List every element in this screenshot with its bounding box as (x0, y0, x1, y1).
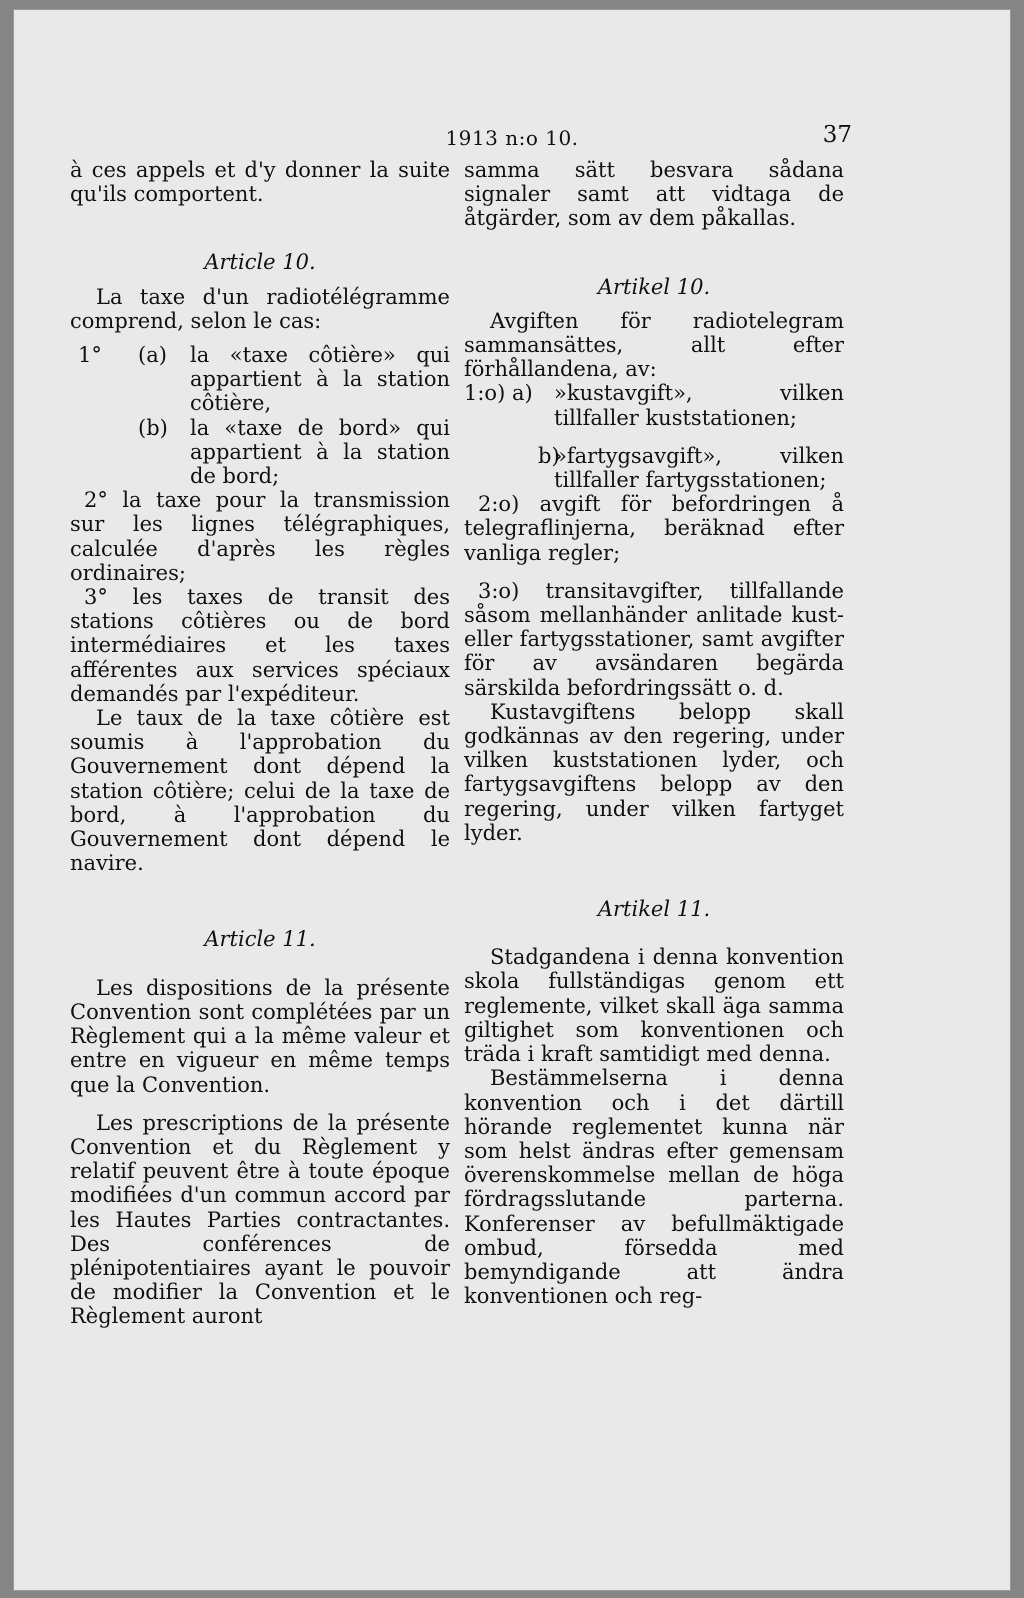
french-item-1b-sub: (b) (138, 415, 168, 440)
french-item-2: 2° la taxe pour la transmission sur les lignes télégraphiques, calculée d'après les règles ordinaires; (70, 488, 450, 585)
french-article-10-para-2: Le taux de la taxe côtière est soumis à l'approbation du Gouvernement dont dépend la station côtière; celui de la taxe de bord, à l'approbation du Gouvernement dont dépend le navire. (70, 706, 450, 876)
swedish-article-11-para-2: Bestämmelserna i denna konvention och i det därtill hörande reglementet kunna när som helst ändras efter gemensam överenskommelse mellan de höga fördragsslutande parterna. Konferenser av befullmäktigade ombud, försedda med bemyndigande att ändra konventionen och reg- (464, 1066, 844, 1309)
swedish-item-1a-text: »kustavgift», vilken tillfaller kuststationen; (554, 381, 844, 430)
french-article-10-intro: La taxe d'un radiotélégramme comprend, selon le cas: (70, 284, 450, 333)
swedish-article-10-para-2: Kustavgiftens belopp skall godkännas av den regering, under vilken kuststationen lyder, och fartygsavgiftens belopp av den regering, under vilken fartyget lyder. (464, 699, 844, 845)
swedish-item-1b-sub: b) (538, 443, 560, 468)
running-title: 1913 n:o 10. (445, 126, 579, 150)
swedish-article-11-heading: Artikel 11. (597, 897, 711, 922)
swedish-article-10-heading: Artikel 10. (597, 274, 711, 299)
swedish-item-3: 3:o) transitavgifter, tillfallande såsom mellanhänder anlitade kust- eller fartygsstationer, samt avgifter för av avsändaren begärda särskilda befordringssätt o. d. (464, 578, 844, 700)
french-article-11-heading: Article 11. (204, 927, 316, 952)
french-item-1a-sub: (a) (138, 343, 167, 368)
french-item-1b-text: la «taxe de bord» qui appartient à la station de bord; (190, 415, 450, 489)
french-continuation: à ces appels et d'y donner la suite qu'ils comportent. (70, 158, 450, 207)
swedish-article-11-para-1: Stadgandena i denna konvention skola fullständigas genom ett reglemente, vilket skall äga samma giltighet som konventionen och träda i kraft samtidigt med denna. (464, 945, 844, 1067)
swedish-item-1-label: 1:o) a) (464, 381, 533, 406)
french-article-11-para-1: Les dispositions de la présente Convention sont complétées par un Règlement qui a la même valeur et entre en vigueur en même temps que la Convention. (70, 975, 450, 1097)
swedish-item-1b-text: »fartygsavgift», vilken tillfaller fartygsstationen; (554, 443, 844, 493)
page-number: 37 (822, 122, 852, 148)
swedish-item-1b (464, 444, 844, 492)
swedish-item-2: 2:o) avgift för befordringen å telegraflinjerna, beräknad efter vanliga regler; (464, 492, 844, 565)
document-page (14, 10, 1010, 1590)
french-article-10-heading: Article 10. (204, 250, 316, 275)
french-item-1a (70, 343, 450, 416)
french-item-3: 3° les taxes de transit des stations côtières ou de bord intermédiaires et les taxes afférentes aux services spéciaux demandés par l'expéditeur. (70, 585, 450, 706)
french-article-11-para-2: Les prescriptions de la présente Convention et du Règlement y relatif peuvent être à toute époque modifiées d'un commun accord par les Hautes Parties contractantes. Des conférences de plénipotentiaires ayant le pouvoir de modifier la Convention et le Règlement auront (70, 1110, 450, 1329)
swedish-item-1a (464, 381, 844, 429)
french-column (70, 158, 450, 1329)
french-item-1-label: 1° (78, 343, 102, 368)
swedish-article-10-intro: Avgiften för radiotelegram sammansättes, allt efter förhållandena, av: (464, 308, 844, 382)
swedish-continuation: samma sätt besvara sådana signaler samt att vidtaga de åtgärder, som av dem påkallas. (464, 158, 844, 231)
swedish-column (464, 158, 844, 1308)
french-item-1a-text: la «taxe côtière» qui appartient à la station côtière, (190, 343, 450, 416)
french-item-1b (70, 416, 450, 489)
page-header (14, 116, 1010, 156)
